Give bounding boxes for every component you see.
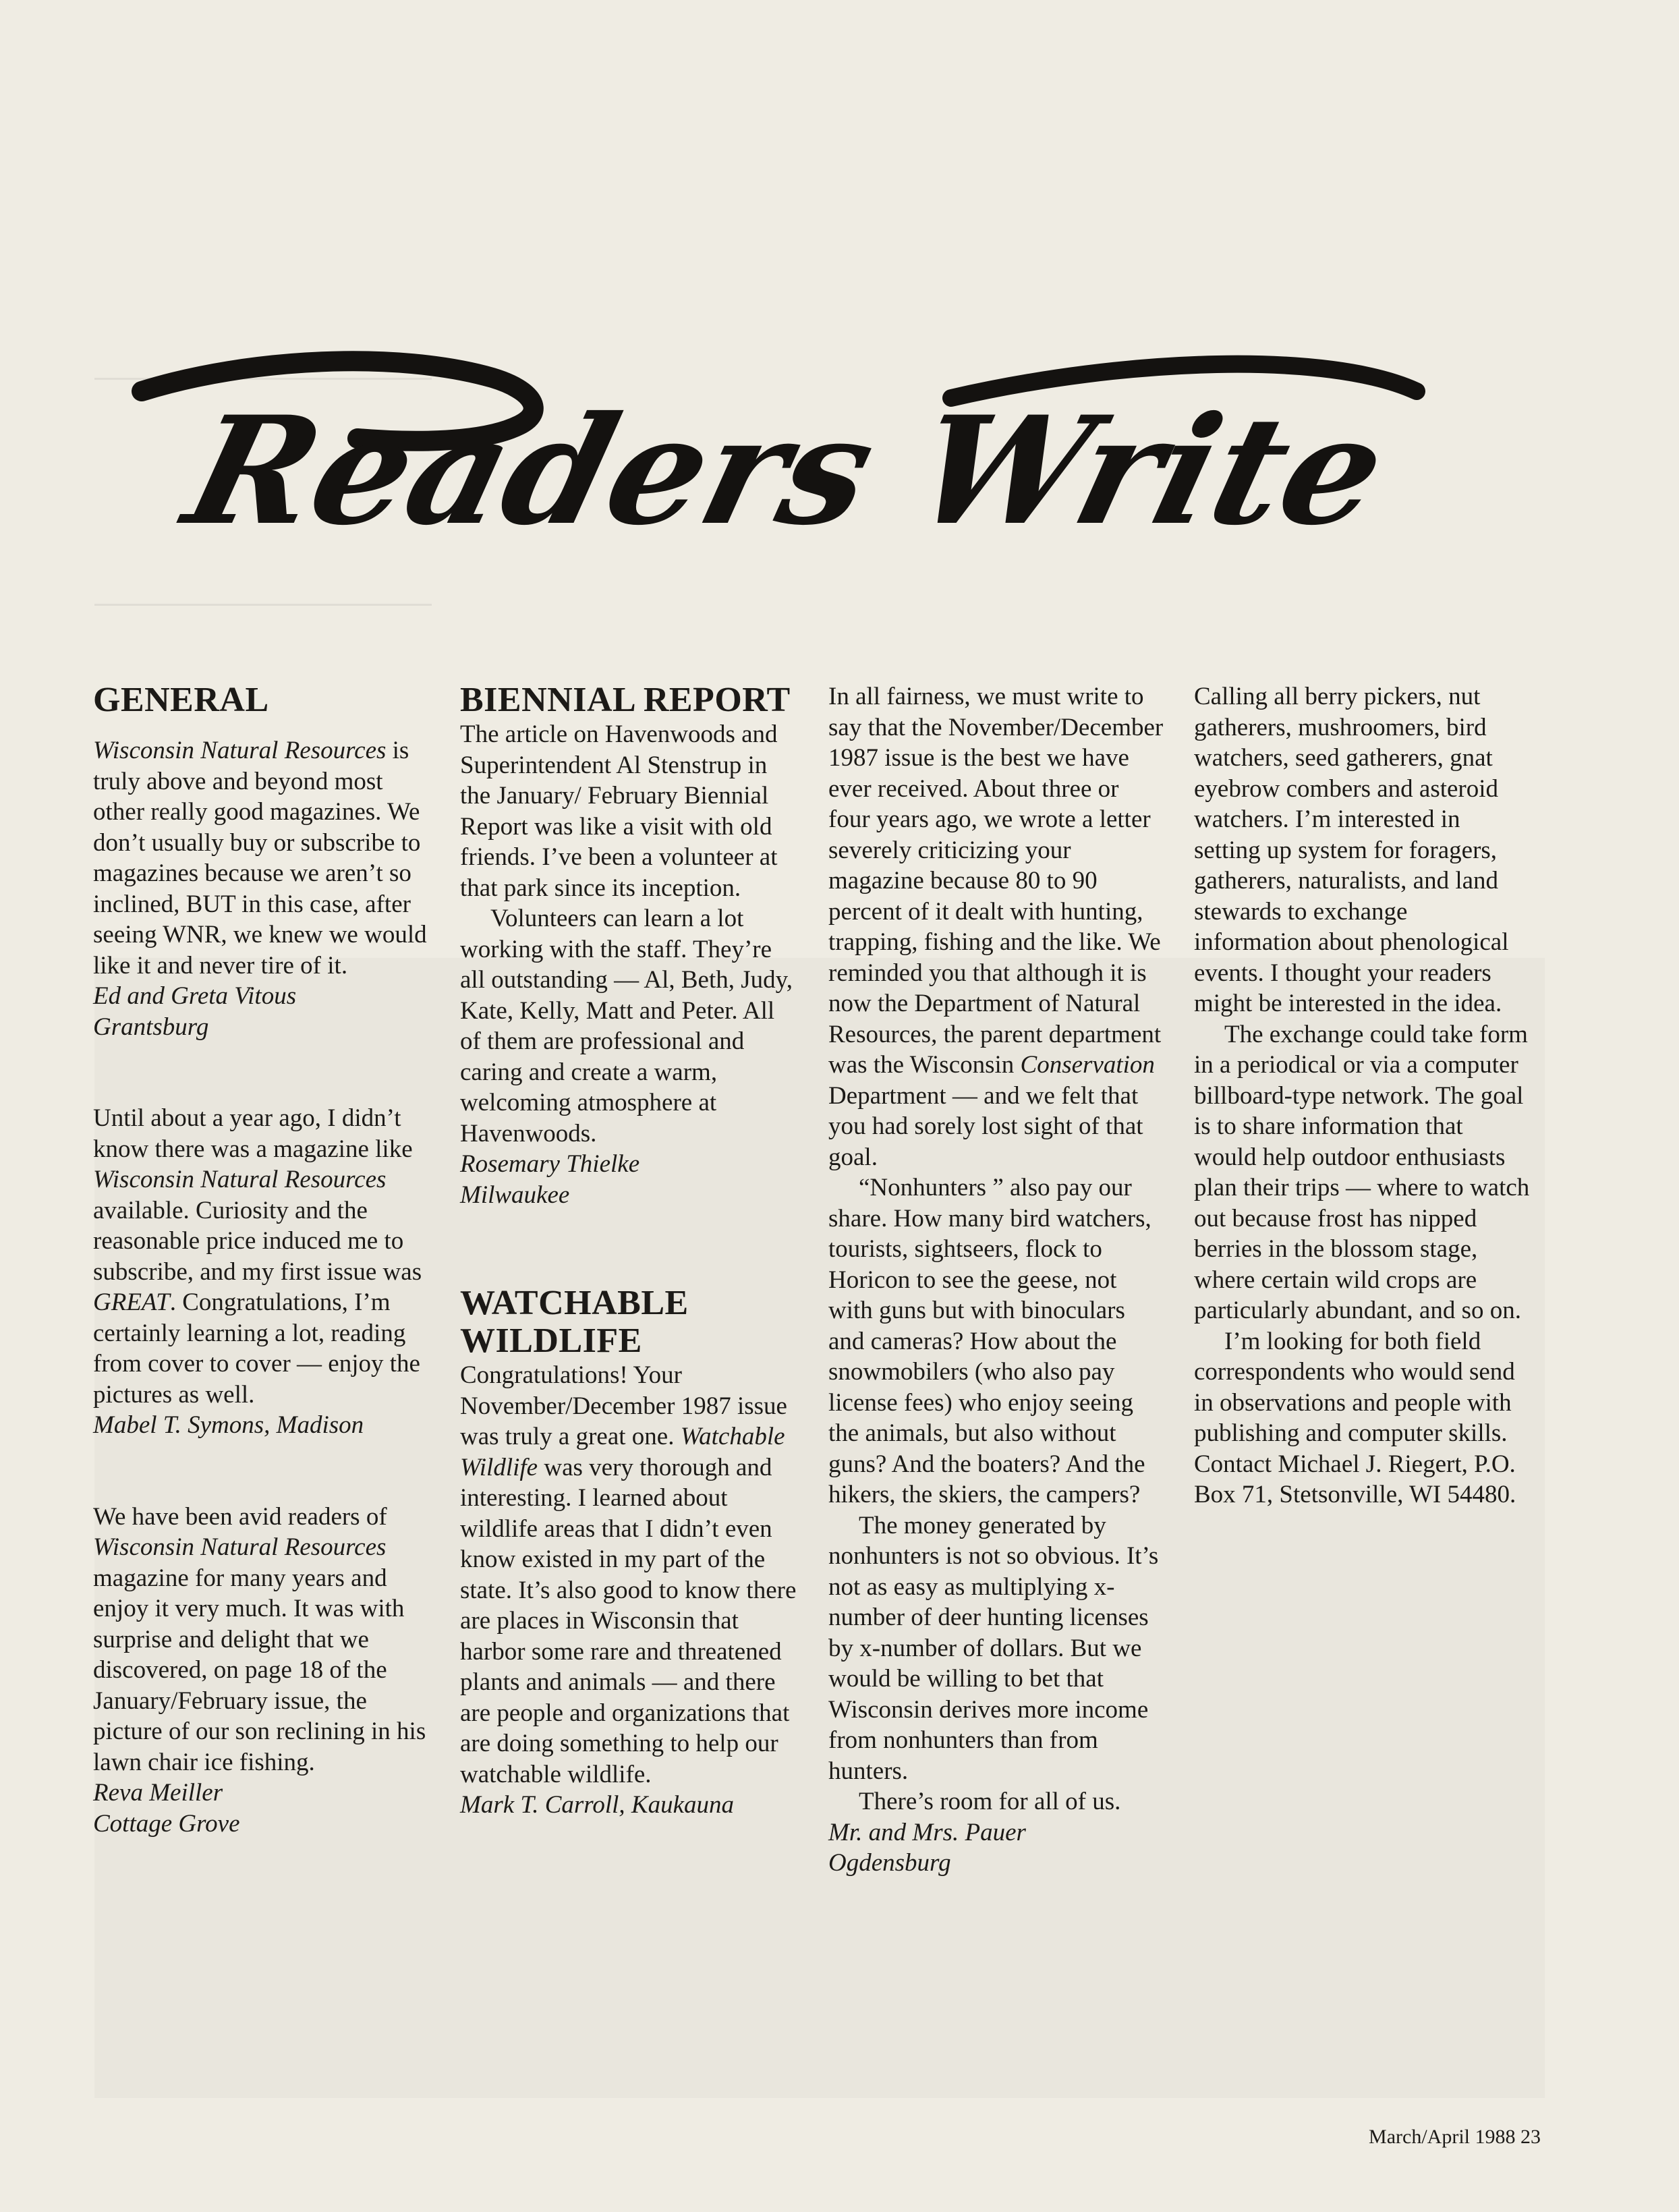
letter-text: is truly above and beyond most other really good magazines. We don’t usually buy or subscribe to magazines because we aren’t so inclined, BUT in this case, after seeing WNR, we knew we would like it and never tire of it. <box>93 737 427 980</box>
letter-text: There’s room for all of us. <box>859 1788 1121 1815</box>
column-1 <box>93 681 430 1839</box>
letter-text: The article on Havenwoods and Superintendent Al Stenstrup in the January/ February Biennial Report was like a visit with old friends. I’ve been a volunteer at that park since its inception. <box>460 720 778 902</box>
letter-text: Congratulations! Your November/December 1987 issue was truly a great one. <box>460 1361 787 1450</box>
signature-location: Cottage Grove <box>93 1809 240 1838</box>
issue-date: March/April 1988 <box>1369 2126 1516 2148</box>
letter-italic: Wisconsin Natural Resources <box>93 737 387 764</box>
letter-italic: Conservation <box>1020 1051 1155 1079</box>
letter-text: Volunteers can learn a lot working with the staff. They’re all outstanding — Al, Beth, Judy, Kate, Kelly, Matt and Peter. All of them are professional and caring and create a warm, welcoming atmosphere at Havenwoods. <box>460 905 793 1147</box>
letter-7 <box>1194 681 1531 1510</box>
letter-italic: Watchable Wildlife <box>460 1423 785 1481</box>
letter-4 <box>460 719 797 1210</box>
signature-location: Grantsburg <box>93 1013 209 1041</box>
signature: Mr. and Mrs. Pauer <box>828 1818 1026 1846</box>
letter-text: Calling all berry pickers, nut gatherers, mushroomers, bird watchers, seed gatherers, gnat eyebrow combers and asteroid watchers. I’m interested in setting up system for foragers, gatherers, naturalists, and land stewards to exchange information about phenological events. I thought your readers might be interested in the idea. <box>1194 683 1509 1017</box>
letter-text: Department — and we felt that you had sorely lost sight of that goal. <box>828 1081 1143 1171</box>
signature: Mark T. Carroll, Kaukauna <box>460 1791 734 1819</box>
letter-text: Until about a year ago, I didn’t know there was a magazine like <box>93 1104 413 1163</box>
column-4 <box>1194 681 1531 1510</box>
section-heading-biennial: BIENNIAL REPORT <box>460 681 791 719</box>
letter-text: The exchange could take form in a periodical or via a computer billboard-type network. The goal is to share information that would help outdoor enthusiasts plan their trips — where to watch out because frost has nipped berries in the blossom stage, where certain wild crops are particularly abundant, and so on. <box>1194 1020 1530 1324</box>
letter-italic: GREAT <box>93 1288 170 1316</box>
signature: Mabel T. Symons, Madison <box>93 1411 364 1439</box>
column-3 <box>828 681 1166 1879</box>
letter-italic: Wisconsin Natural Resources <box>93 1166 387 1193</box>
signature-location: Milwaukee <box>460 1181 570 1209</box>
letter-text: magazine for many years and enjoy it very much. It was with surprise and delight that we discovered, on page 18 of the January/February issue, the picture of our son reclining in his lawn chair ice fishing. <box>93 1564 426 1776</box>
letter-6 <box>828 681 1166 1879</box>
letter-text: In all fairness, we must write to say that the November/December 1987 issue is the best we have ever received. About three or four years ago, we wrote a letter severely criticizing your magazine because 80 to 90 percent of it dealt with hunting, trapping, fishing and the like. We reminded you that although it is now the Department of Natural Resources, the parent department was the Wisconsin <box>828 683 1164 1079</box>
page-number: 23 <box>1520 2126 1541 2148</box>
letter-text: “Nonhunters ” also pay our share. How many bird watchers, tourists, sightseers, flock to Horicon to see the geese, not with guns but with binoculars and cameras? How about the snowmobilers (who also pay license fees) who enjoy seeing the animals, but also without guns? And the boaters? And the hikers, the skiers, the campers? <box>828 1174 1151 1508</box>
letter-text: was very thorough and interesting. I learned about wildlife areas that I didn’t even know existed in my part of the state. It’s also good to know there are places in Wisconsin that harbor some rare and threatened plants and animals — and there are people and organizations that are doing something to help our watchable wildlife. <box>460 1453 797 1788</box>
signature: Rosemary Thielke <box>460 1150 640 1178</box>
letter-text: We have been avid readers of <box>93 1502 387 1531</box>
show-through-rule <box>94 604 432 606</box>
letter-1 <box>93 735 430 1042</box>
section-heading-general: GENERAL <box>93 681 269 719</box>
letter-text: available. Curiosity and the reasonable price induced me to subscribe, and my first issue was <box>93 1196 422 1286</box>
letter-text: . Congratulations, I’m certainly learning a lot, reading from cover to cover — enjoy the pictures as well. <box>93 1288 420 1409</box>
letter-2 <box>93 1103 430 1441</box>
masthead-script <box>115 351 1437 560</box>
letter-text: The money generated by nonhunters is not so obvious. It’s not as easy as multiplying x-number of deer hunting licenses by x-number of dollars. But we would be willing to bet that Wisconsin derives more income from nonhunters than from hunters. <box>828 1511 1159 1785</box>
letter-5 <box>460 1360 797 1821</box>
letter-3 <box>93 1502 430 1840</box>
signature: Ed and Greta Vitous <box>93 982 297 1010</box>
page-footer <box>1369 2125 1541 2149</box>
letter-text: I’m looking for both field correspondents who would send in observations and people with publishing and computer skills. Contact Michael J. Riegert, P.O. Box 71, Stetsonville, WI 54480. <box>1194 1327 1516 1508</box>
column-2 <box>460 681 797 1821</box>
signature-location: Ogdensburg <box>828 1849 951 1877</box>
section-heading-watchable: WATCHABLE WILDLIFE <box>460 1284 689 1360</box>
signature: Reva Meiller <box>93 1779 223 1807</box>
masthead <box>115 351 1437 560</box>
letter-italic: Wisconsin Natural Resources <box>93 1533 387 1561</box>
masthead-title: Readers Write <box>171 383 1398 559</box>
